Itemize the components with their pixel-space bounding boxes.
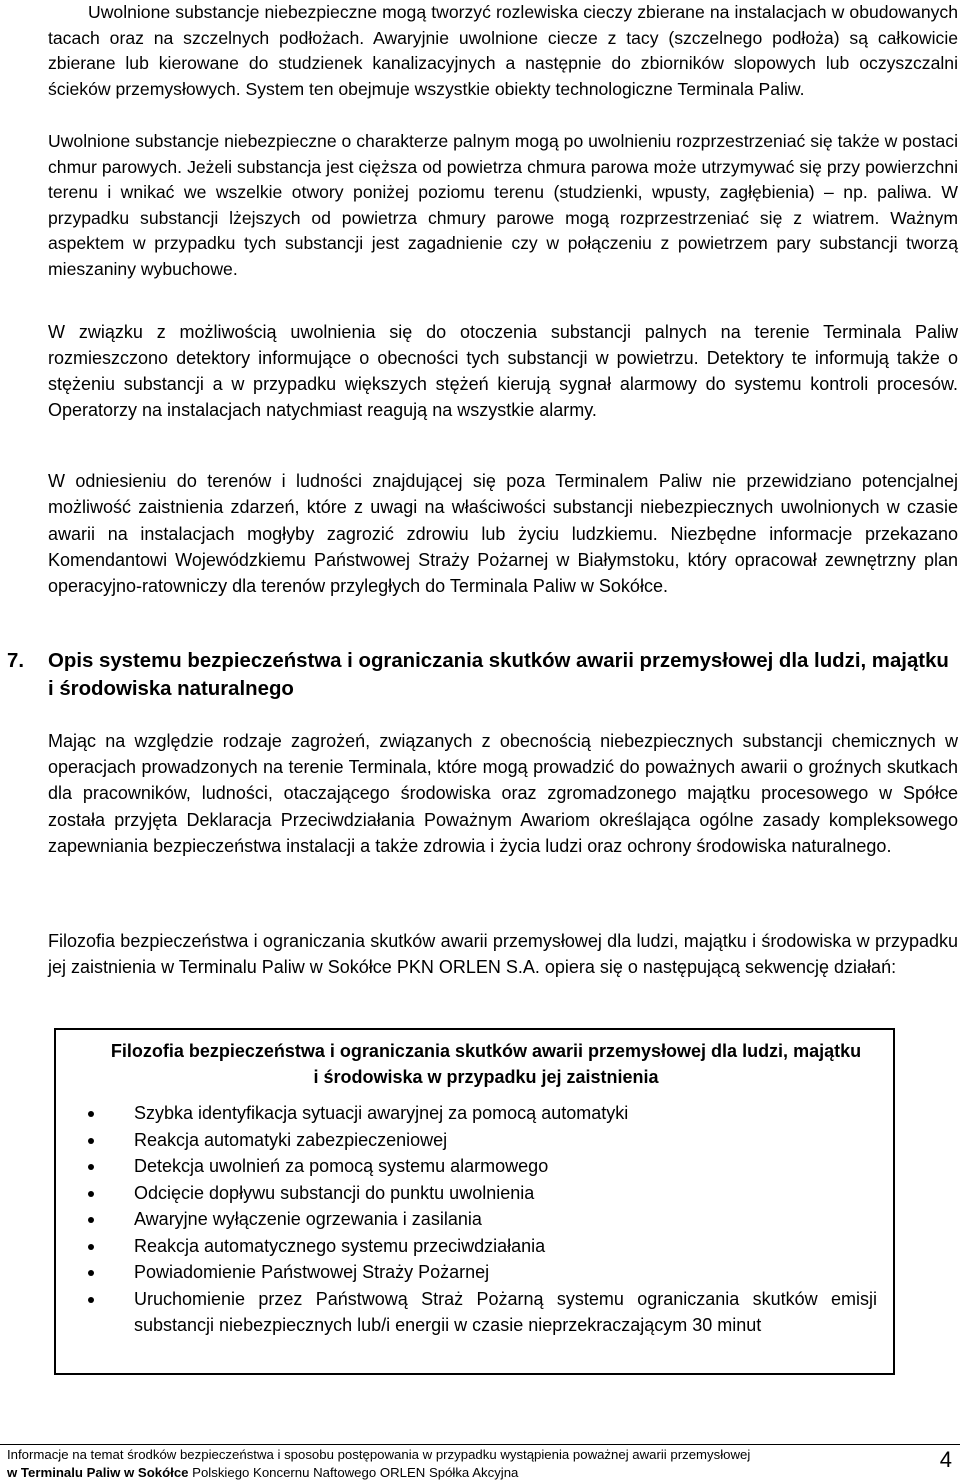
philosophy-action-list xyxy=(56,1100,893,1339)
footer-company-name: Polskiego Koncernu Naftowego ORLEN Spółka Akcyjna xyxy=(188,1465,519,1480)
bullet-icon xyxy=(88,1297,94,1303)
list-item xyxy=(56,1233,893,1260)
list-item-text: Reakcja automatycznego systemu przeciwdziałania xyxy=(134,1235,546,1256)
list-item xyxy=(56,1127,893,1154)
list-item-text: Detekcja uwolnień za pomocą systemu alarmowego xyxy=(134,1156,549,1176)
list-item-text: Awaryjne wyłączenie ogrzewania i zasilania xyxy=(134,1209,482,1229)
footer-terminal-name: w Terminalu Paliw w Sokółce xyxy=(7,1465,189,1480)
page-footer xyxy=(7,1446,907,1482)
page-number: 4 xyxy=(939,1447,952,1472)
list-item-text: Reakcja automatyki zabezpieczeniowej xyxy=(134,1129,448,1150)
section-title: Opis systemu bezpieczeństwa i ograniczania skutków awarii przemysłowej dla ludzi, majątku i środowiska naturalnego xyxy=(48,650,949,700)
paragraph-external-areas: W odniesieniu do terenów i ludności znajdującej się poza Terminalem Paliw nie przewidziano potencjalnej możliwość zaistnienia zdarzeń, które z uwagi na właściwości substancji niebezpiecznych uwolnionych w czasie awarii na instalacjach mogłyby zagrozić zdrowiu lub życiu ludzkiemu. Niezbędne informacje przekazano Komendantowi Wojewódzkiemu Państwowej Straży Pożarnej w Białymstoku, który opracował zewnętrzny plan operacyjno-ratowniczy dla terenów przyległych do Terminala Paliw w Sokółce. xyxy=(48,471,958,597)
list-item xyxy=(56,1286,893,1339)
list-item xyxy=(56,1153,893,1180)
paragraph-vapour-clouds: Uwolnione substancje niebezpieczne o charakterze palnym mogą po uwolnieniu rozprzestrzeniać się także w postaci chmur parowych. Jeżeli substancja jest cięższa od powietrza chmura parowa może utrzymywać się przy powierzchni terenu i wnikać we wszelkie otwory poniżej poziomu terenu (studzienki, wpusty, zagłębienia) – np. paliwa. W przypadku substancji lżejszych od powietrza chmury parowe mogą rozprzestrzeniać się z wiatrem. Ważnym aspektem w przypadku tych substancji jest zagadnienie czy w połączeniu z powietrzem pary substancji tworzą mieszaniny wybuchowe. xyxy=(48,131,958,279)
paragraph-declaration: Mając na względzie rodzaje zagrożeń, związanych z obecnością niebezpiecznych substancji chemicznych w operacjach prowadzonych na terenie Terminala, które mogą prowadzić do poważnych awarii o groźnych skutkach dla pracowników, ludności, otaczającego środowiska oraz zgromadzonego majątku procesowego w Spółce została przyjęta Deklaracja Przeciwdziałania Poważnym Awariom określająca ogólne zasady kompleksowego zapewniania bezpieczeństwa instalacji a także zdrowia i życia ludzi oraz ochrony środowiska naturalnego. xyxy=(48,731,958,856)
footer-line-1: Informacje na temat środków bezpieczeństwa i sposobu postępowania w przypadku wystąpienia poważnej awarii przemysłowej xyxy=(7,1447,751,1462)
list-item xyxy=(56,1206,893,1233)
paragraph-spill-collection-rest: Awaryjnie uwolnione ciecze z tacy (szczelnego podłoża) są całkowicie zbierane lub kierowane do studzienek kanalizacyjnych a następnie do zbiorników slopowych lub oczyszczalni ścieków przemysłowych. System ten obejmuje wszystkie obiekty technologiczne Terminala Paliw. xyxy=(48,27,959,99)
list-item-text: Powiadomienie Państwowej Straży Pożarnej xyxy=(134,1262,490,1282)
list-item xyxy=(56,1100,893,1127)
paragraph-philosophy: Filozofia bezpieczeństwa i ograniczania skutków awarii przemysłowej dla ludzi, majątku i środowiska w przypadku jej zaistnienia w Terminalu Paliw w Sokółce PKN ORLEN S.A. opiera się o następującą sekwencję działań: xyxy=(48,931,958,978)
paragraph-spill-collection xyxy=(48,0,958,102)
list-item-text: Uruchomienie przez Państwową Straż Pożarną systemu ograniczania skutków emisji substancji niebezpiecznych lub/i energii w czasie nieprzekraczającym 30 minut xyxy=(134,1288,877,1335)
philosophy-box xyxy=(54,1028,895,1375)
footer-divider xyxy=(0,1444,960,1445)
list-item-text: Odcięcie dopływu substancji do punktu uwolnienia xyxy=(134,1182,535,1203)
footer-line-2 xyxy=(7,1464,907,1482)
section-number: 7. xyxy=(7,650,25,672)
list-item-text: Szybka identyfikacja sytuacji awaryjnej za pomocą automatyki xyxy=(134,1103,629,1123)
list-item xyxy=(56,1180,893,1207)
bullet-icon xyxy=(88,1111,94,1117)
list-item xyxy=(56,1259,893,1286)
bullet-icon xyxy=(88,1244,94,1250)
paragraph-detectors: W związku z możliwością uwolnienia się do otoczenia substancji palnych na terenie Terminala Paliw rozmieszczono detektory informujące o obecności tych substancji w powietrzu. Detektory te informują także o stężeniu substancji a w przypadku większych stężeń kierują sygnał alarmowy do systemu kontroli procesów. Operatorzy na instalacjach natychmiast reagują na wszystkie alarmy. xyxy=(48,322,958,420)
bullet-icon xyxy=(88,1217,94,1223)
bullet-icon xyxy=(88,1191,94,1197)
paragraph-spill-collection-first: Uwolnione substancje niebezpieczne mogą tworzyć rozlewiska cieczy zbierane na instalacjach w obudowanych tacach oraz na szczelnych podłożach. xyxy=(48,2,958,48)
section-heading xyxy=(7,648,957,703)
bullet-icon xyxy=(88,1270,94,1276)
philosophy-box-title: Filozofia bezpieczeństwa i ograniczania skutków awarii przemysłowej dla ludzi, majątku i środowiska w przypadku jej zaistnienia xyxy=(110,1041,862,1087)
bullet-icon xyxy=(88,1138,94,1144)
bullet-icon xyxy=(88,1164,94,1170)
